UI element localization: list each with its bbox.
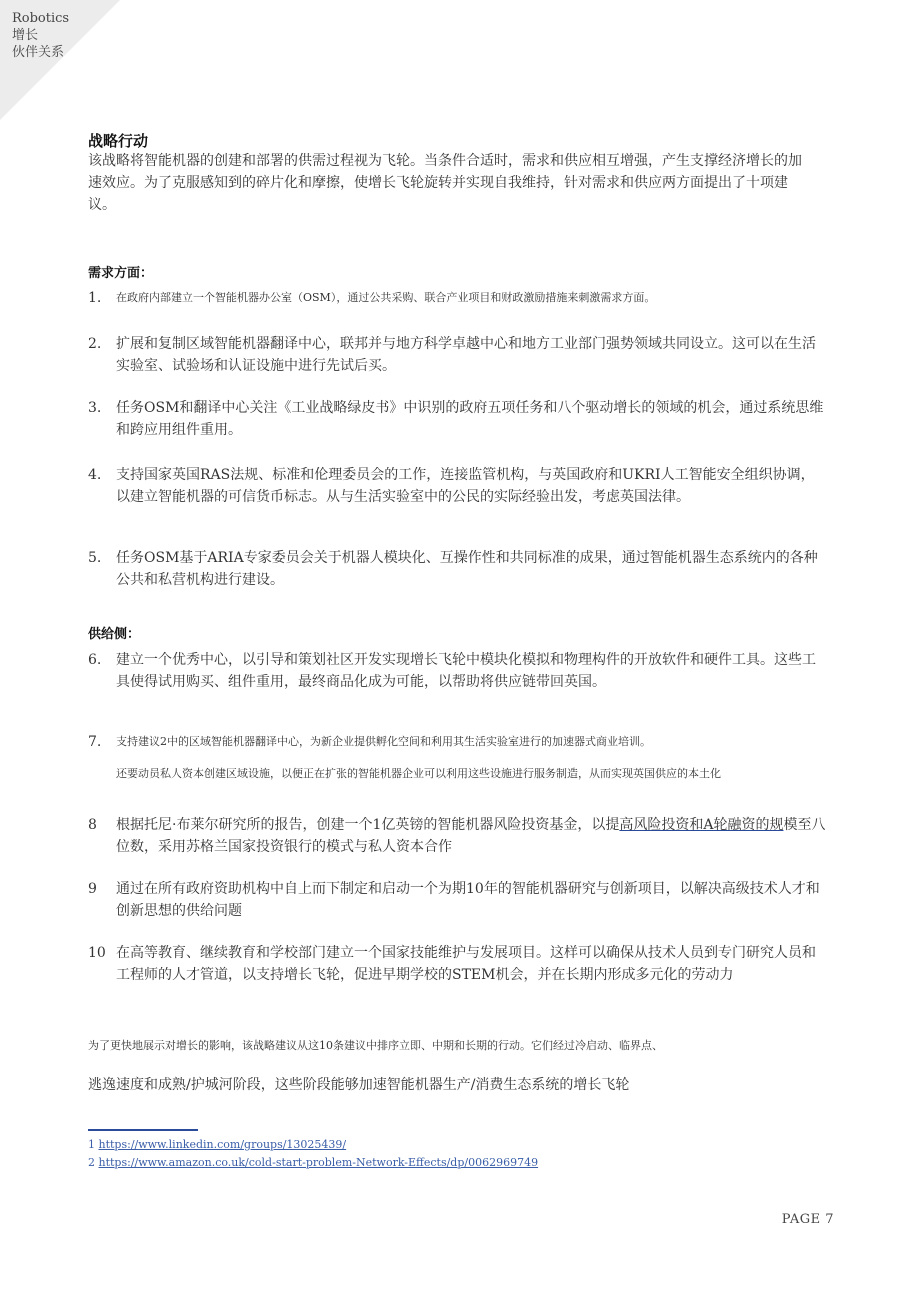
item-text-after: 模至八位数，采用苏格兰国家投资银行的模式与私人资本合作 (116, 817, 826, 855)
item-number: 3. (88, 400, 102, 416)
recommendation-7 (88, 733, 828, 782)
item-text: 在高等教育、继续教育和学校部门建立一个国家技能维护与发展项目。这样可以确保从技术人员到专门研究人员和工程师的人才管道，以支持增长飞轮，促进早期学校的STEM机会，并在长期内形成多元化的劳动力 (116, 945, 816, 983)
section-title: 战略行动 (88, 132, 149, 150)
recommendation-3 (88, 397, 828, 441)
footnote-divider (88, 1129, 198, 1131)
footnote-1 (88, 1136, 828, 1154)
corner-line-1: Robotics (12, 11, 70, 26)
item-number: 4. (88, 467, 102, 483)
item-text: 任务OSM和翻译中心关注《工业战略绿皮书》中识别的政府五项任务和八个驱动增长的领域的机会，通过系统思维和跨应用组件重用。 (116, 400, 824, 438)
recommendation-1 (88, 289, 828, 307)
recommendation-4 (88, 464, 828, 508)
footnote-link-2[interactable]: https://www.amazon.co.uk/cold-start-problem-Network-Effects/dp/0062969749 (98, 1156, 539, 1169)
item-text: 支持建议2中的区域智能机器翻译中心，为新企业提供孵化空间和利用其生活实验室进行的加速器式商业培训。 (116, 735, 651, 748)
recommendation-10 (88, 942, 828, 986)
recommendation-6 (88, 649, 828, 693)
footnote-2 (88, 1154, 828, 1172)
header-corner-label (12, 10, 69, 61)
item-number: 8 (88, 817, 97, 833)
corner-line-2: 增长 (12, 28, 39, 43)
section-intro: 该战略将智能机器的创建和部署的供需过程视为飞轮。当条件合适时，需求和供应相互增强，产生支撑经济增长的加速效应。为了克服感知到的碎片化和摩擦，使增长飞轮旋转并实现自我维持，针对需求和供应两方面提出了十项建议。 (88, 153, 802, 213)
item-text: 任务OSM基于ARIA专家委员会关于机器人模块化、互操作性和共同标准的成果，通过智能机器生态系统内的各种公共和私营机构进行建设。 (116, 550, 818, 588)
footnote-number: 1 (88, 1138, 95, 1151)
demand-heading: 需求方面： (88, 266, 154, 281)
item-text: 通过在所有政府资助机构中自上而下制定和启动一个为期10年的智能机器研究与创新项目，以解决高级技术人才和创新思想的供给问题 (116, 881, 820, 919)
closing-note-large: 逃逸速度和成熟/护城河阶段，这些阶段能够加速智能机器生产/消费生态系统的增长飞轮 (88, 1077, 630, 1093)
supply-heading: 供给侧： (88, 627, 141, 642)
recommendation-5 (88, 547, 828, 591)
closing-note-small: 为了更快地展示对增长的影响，该战略建议从这10条建议中排序立即、中期和长期的行动。它们经过冷启动、临界点、 (88, 1039, 663, 1052)
item-text: 扩展和复制区域智能机器翻译中心，联邦并与地方科学卓越中心和地方工业部门强势领域共同设立。这可以在生活实验室、试验场和认证设施中进行先试后买。 (116, 336, 816, 374)
recommendation-8 (88, 814, 828, 858)
item-text: 建立一个优秀中心，以引导和策划社区开发实现增长飞轮中模块化模拟和物理构件的开放软件和硬件工具。这些工具使得试用购买、组件重用，最终商品化成为可能，以帮助将供应链带回英国。 (116, 652, 816, 690)
item-number: 1. (88, 290, 102, 306)
item-number: 7. (88, 734, 102, 750)
item-number: 6. (88, 652, 102, 668)
page-number: PAGE 7 (781, 1212, 834, 1227)
item-text (116, 814, 828, 858)
item-subtext: 还要动员私人资本创建区域设施，以便正在扩张的智能机器企业可以利用这些设施进行服务制造，从而实现英国供应的本土化 (116, 767, 721, 780)
footnote-number: 2 (88, 1156, 95, 1169)
underlined-phrase: 高风险投资和A轮融资的规 (619, 817, 784, 833)
item-text: 支持国家英国RAS法规、标准和伦理委员会的工作，连接监管机构，与英国政府和UKRI人工智能安全组织协调，以建立智能机器的可信货币标志。从与生活实验室中的公民的实际经验出发，考虑英国法律。 (116, 467, 815, 505)
footnotes (88, 1136, 828, 1172)
footnote-link-1[interactable]: https://www.linkedin.com/groups/13025439/ (98, 1138, 347, 1151)
recommendation-9 (88, 878, 828, 922)
corner-line-3: 伙伴关系 (12, 45, 65, 60)
item-number: 10 (88, 945, 106, 961)
item-number: 9 (88, 881, 97, 897)
item-number: 2. (88, 336, 102, 352)
recommendation-2 (88, 333, 828, 377)
item-text: 在政府内部建立一个智能机器办公室（OSM），通过公共采购、联合产业项目和财政激励措施来刺激需求方面。 (116, 291, 656, 304)
item-number: 5. (88, 550, 102, 566)
item-text-before: 根据托尼·布莱尔研究所的报告，创建一个1亿英镑的智能机器风险投资基金，以提 (116, 817, 620, 833)
